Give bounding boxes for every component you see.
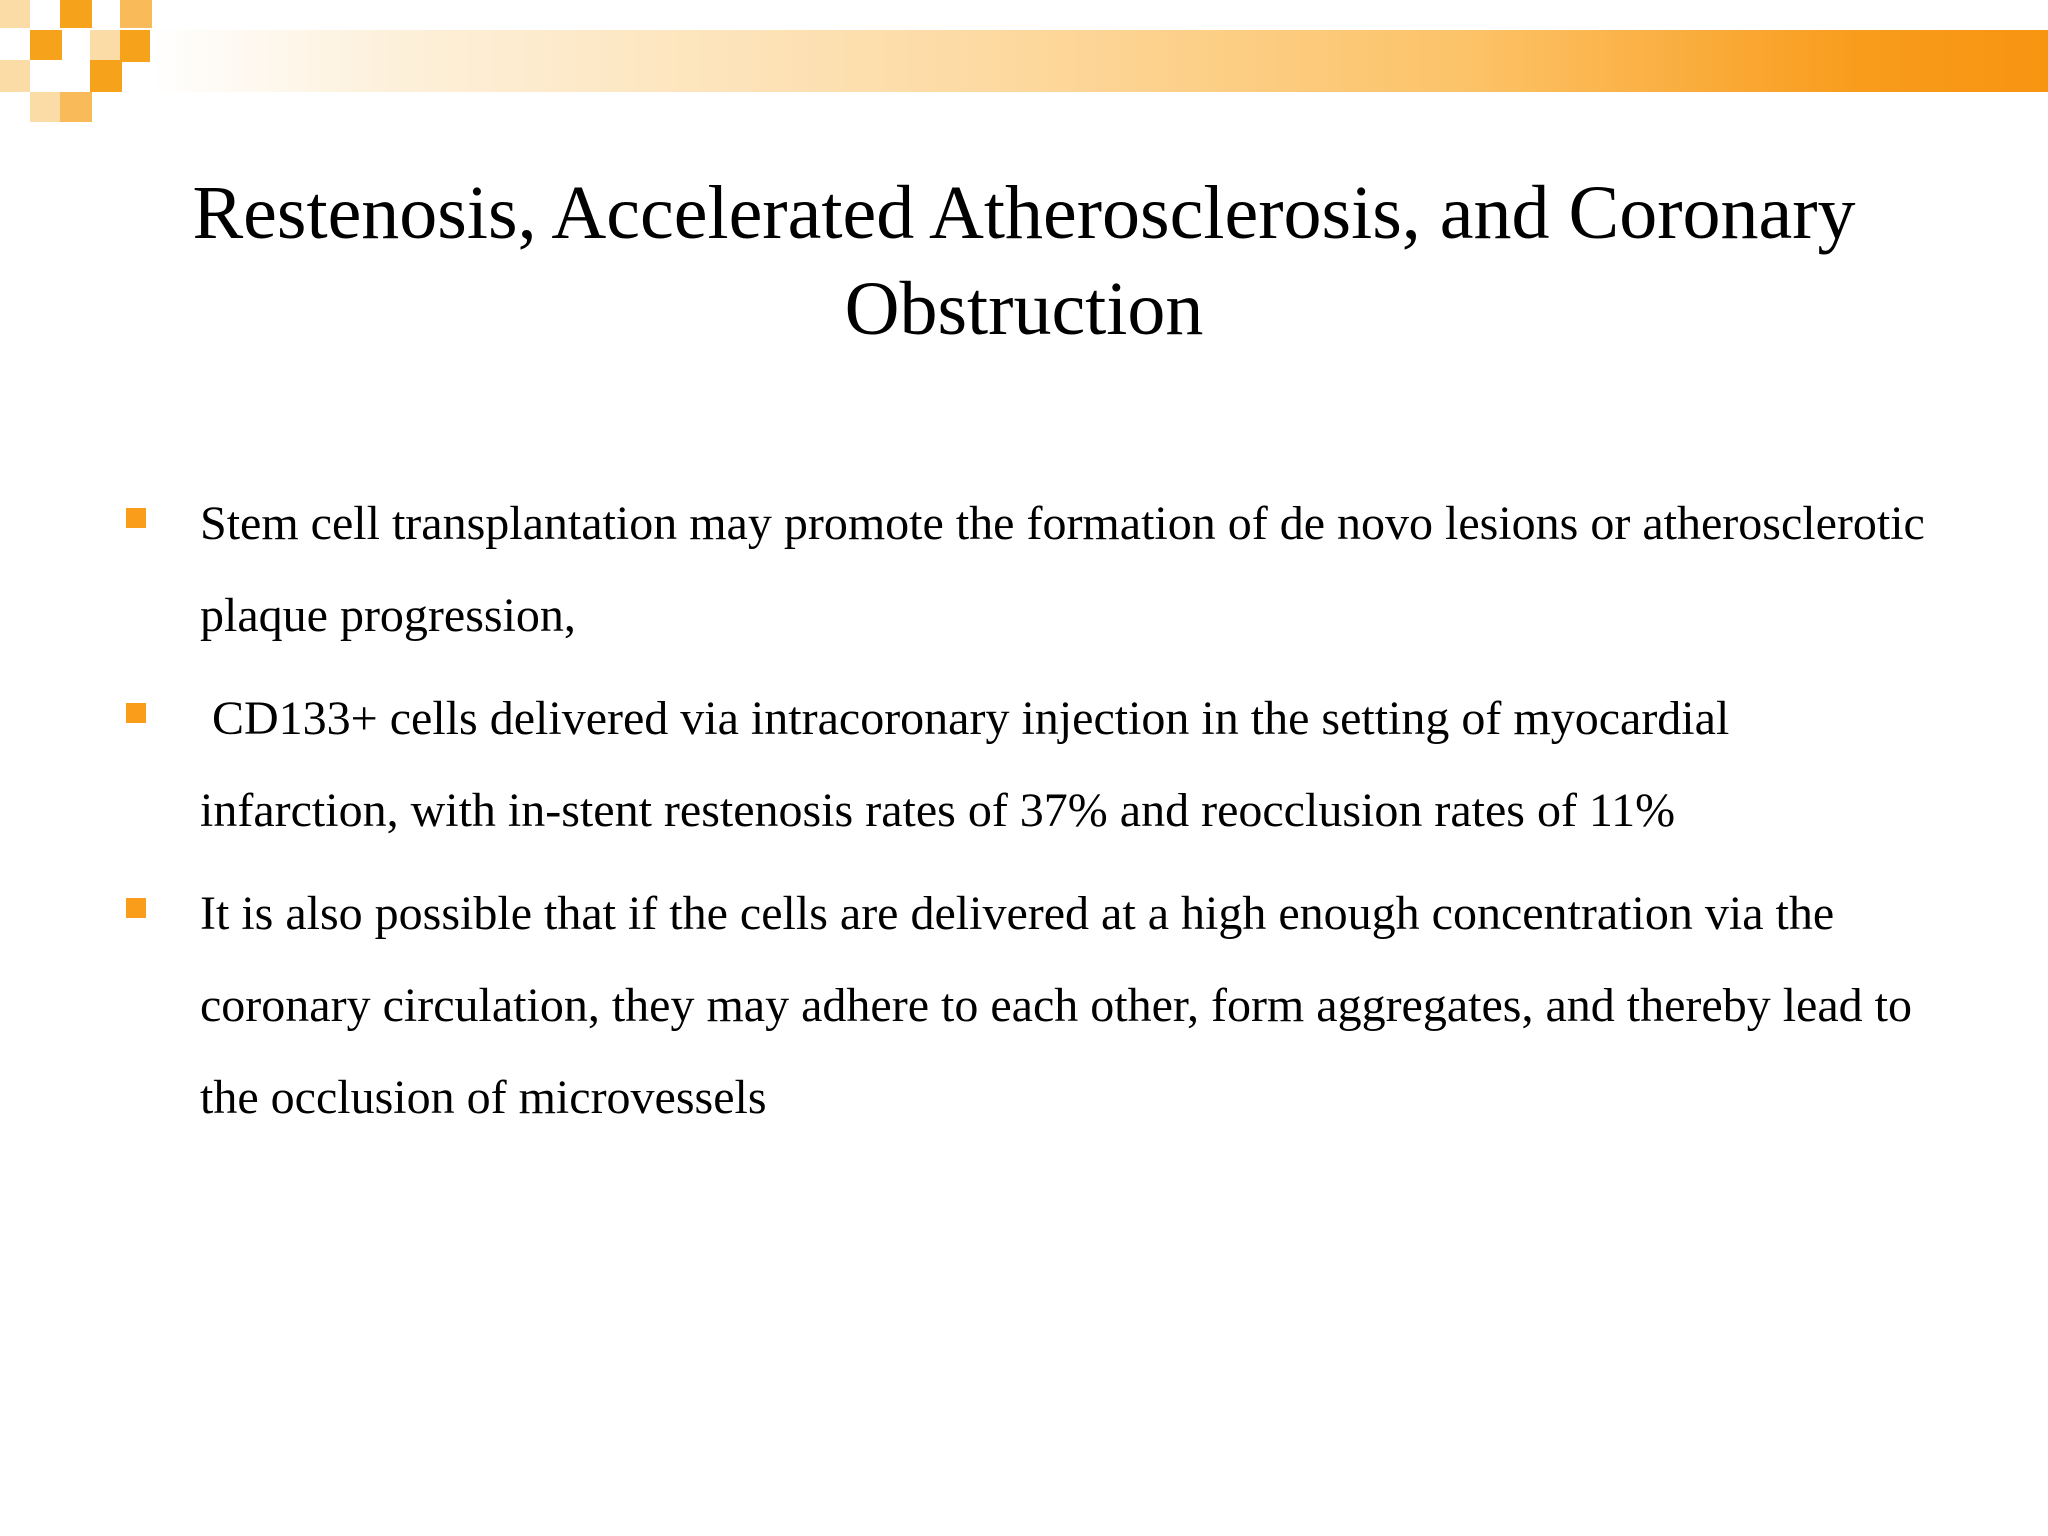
bullet-list (125, 478, 1925, 1155)
slide-title: Restenosis, Accelerated Atherosclerosis, and Coronary Obstruction (192, 171, 1856, 351)
decor-square (30, 30, 62, 60)
decor-square (60, 0, 92, 28)
orange-square-bullet-icon (126, 508, 146, 528)
header-gradient-band (150, 30, 2048, 92)
decor-square (30, 92, 60, 122)
bullet-item (125, 673, 1925, 857)
orange-square-bullet-icon (126, 898, 146, 918)
decor-square (0, 0, 30, 28)
decor-square (120, 30, 152, 62)
decor-square (60, 92, 92, 122)
bullet-item (125, 478, 1925, 662)
decor-square (90, 30, 122, 60)
decor-square (90, 60, 122, 92)
bullet-text: It is also possible that if the cells are delivered at a high enough concentration via the coronary circulation, they may adhere to each other, form aggregates, and thereby lead to the occlusion of microvessels (200, 887, 1912, 1124)
bullet-item (125, 868, 1925, 1144)
bullet-text: CD133+ cells delivered via intracoronary injection in the setting of myocardial infarction, with in-stent restenosis rates of 37% and reocclusion rates of 11% (200, 692, 1742, 837)
orange-square-bullet-icon (126, 703, 146, 723)
decor-square (120, 0, 152, 28)
decor-square (0, 60, 30, 92)
bullet-text: Stem cell transplantation may promote the formation of de novo lesions or atherosclerotic plaque progression, (200, 497, 1925, 642)
